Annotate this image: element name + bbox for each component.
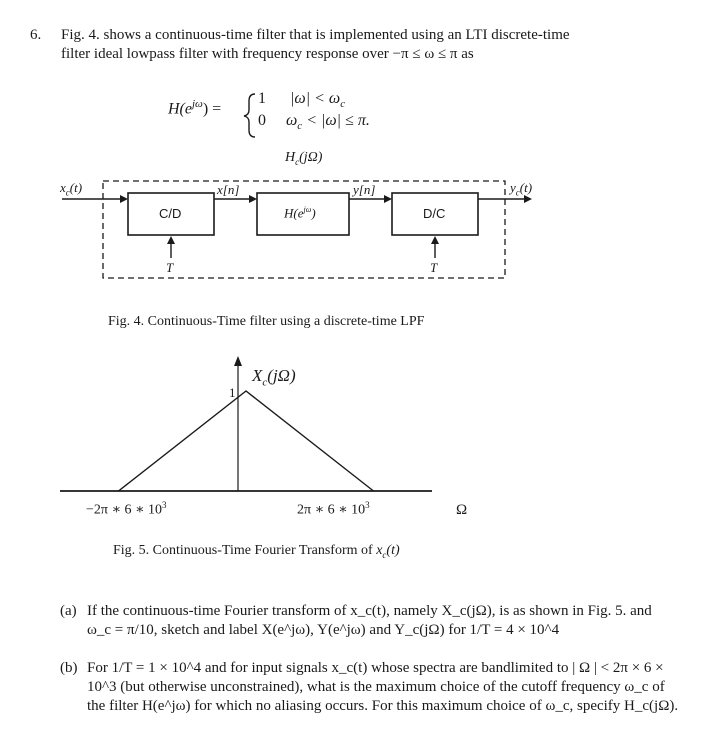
part-a-line2: ω_c = π/10, sketch and label X(e^jω), Y(e^jω) and Y_c(jΩ) for 1/T = 4 × 10^4 [87,622,560,638]
equation-lhs: $H(e^{j\omega})$ = [168,98,222,118]
fig5-ylabel: $X_c(j\Omega)$ [252,366,296,389]
t-left-label: T [166,260,174,275]
fig5-spectrum-triangle [119,391,374,491]
t-right-label: T [430,260,438,275]
yn-label: y[n] [353,182,376,197]
fig5-peak-label: 1 [229,385,236,400]
t-right-arrowhead [431,236,439,244]
t-left-arrowhead [167,236,175,244]
dc-block-label: D/C [423,206,446,221]
fig4-caption: Fig. 4. Continuous-Time filter using a discrete-time LPF [108,314,425,329]
filter-block-label: $H(e^{j\omega})$ [284,205,316,221]
part-b-line3: the filter H(e^jω) for which no aliasing occurs. For this maximum choice of ω_c, specify H_c(jΩ). [87,698,679,714]
input-signal-label: $x_c(t)$ [60,180,83,198]
fig5-y-arrowhead [234,356,242,366]
hc-label: $H_c(j\Omega)$ [285,150,323,167]
part-a-label: (a) [60,603,77,619]
equation-brace [244,94,255,137]
equation-case1: 1 $|\omega| < \omega_c$ [258,90,346,111]
part-b-line1: For 1/T = 1 × 10^4 and for input signals x_c(t) whose spectra are bandlimited to | Ω | < 2π × 6 × [87,660,664,676]
fig5-right-tick-label: 2π ∗ 6 ∗ $10^3$ [297,500,370,518]
problem-number: 6. [30,27,42,43]
xn-arrowhead [249,195,257,203]
fig5-xlabel: Ω [456,502,468,518]
equation-case2: 0 $\omega_c < |\omega| \le \pi$. [258,112,370,133]
fig5-caption: Fig. 5. Continuous-Time Fourier Transform of $x_c(t)$ [113,543,400,560]
fig5-left-tick-label: −2π ∗ 6 ∗ $10^3$ [86,500,167,518]
problem-intro-line2: filter ideal lowpass filter with frequency response over −π ≤ ω ≤ π as [61,46,474,62]
part-b-line2: 10^3 (but otherwise unconstrained), what is the maximum choice of the cutoff frequency ω_c of [87,679,665,695]
yn-arrowhead [384,195,392,203]
part-b-label: (b) [60,660,78,676]
input-arrowhead [120,195,128,203]
cd-block-label: C/D [159,206,182,221]
problem-intro-line1: Fig. 4. shows a continuous-time filter that is implemented using an LTI discrete-time [61,27,570,43]
xn-label: x[n] [217,182,240,197]
part-a-line1: If the continuous-time Fourier transform of x_c(t), namely X_c(jΩ), is as shown in Fig. 5. and [87,603,652,619]
output-signal-label: $y_c(t)$ [510,180,533,198]
